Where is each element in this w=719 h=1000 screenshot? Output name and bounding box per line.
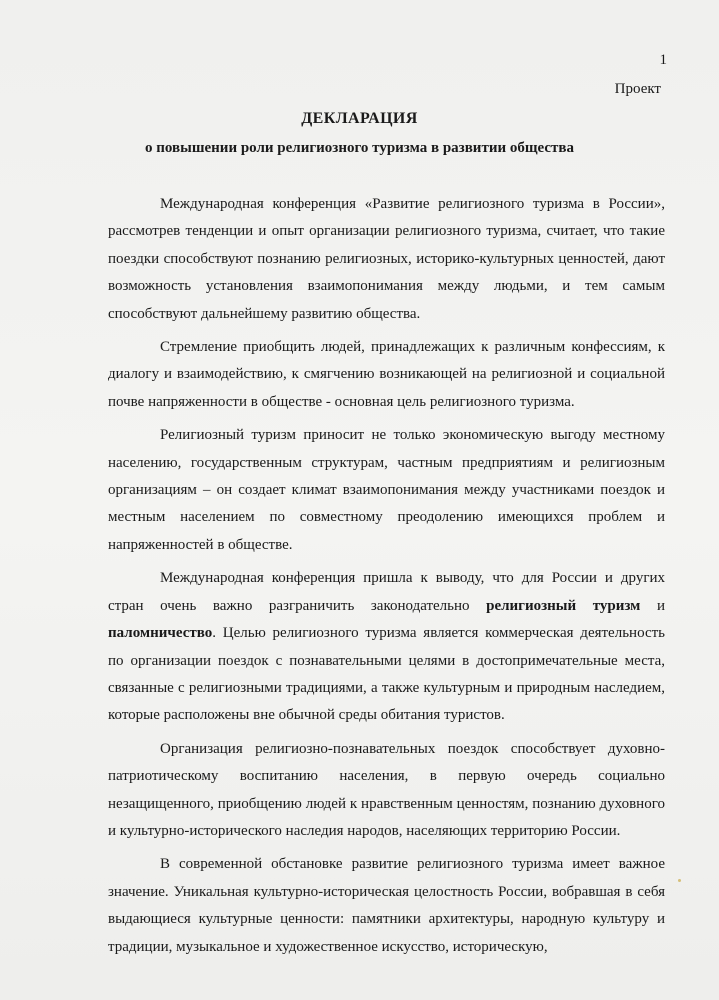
document-body [108,191,665,961]
paper-speck [678,879,681,882]
paragraph-1: Международная конференция «Развитие религиозного туризма в России», рассмотрев тенденции и опыт организации религиозного туризма, считает, что такие поездки способствуют познанию религиозных, историко-культурных ценностей, дают возможность установления взаимопонимания между людьми, и тем самым способствуют дальнейшему развитию общества. [108,196,665,322]
paragraph-6: В современной обстановке развитие религиозного туризма имеет важное значение. Уникальная культурно-историческая целостность России, вобравшая в себя выдающиеся культурные ценности: памятники архитектуры, народную культуру и традиции, музыкальное и художественное искусство, историческую, [108,856,665,955]
bold-term-pilgrimage: паломничество [108,625,213,642]
paragraph-5: Организация религиозно-познавательных поездок способствует духовно-патриотическому воспитанию населения, в первую очередь социально незащищенного, приобщению людей к нравственным ценностям, познанию духовного и культурно-исторического наследия народов, населяющих территорию России. [108,740,665,839]
page-number: 1 [659,52,667,68]
document-title: ДЕКЛАРАЦИЯ [301,110,418,127]
bold-term-religious-tourism: религиозный туризм [486,597,641,614]
draft-label: Проект [614,81,661,97]
paragraph-2: Стремление приобщить людей, принадлежащих к различным конфессиям, к диалогу и взаимодействию, к смягчению возникающей на религиозной и социальной почве напряженности в обществе - основная цель религиозного туризма. [108,339,665,410]
paragraph-3: Религиозный туризм приносит не только экономическую выгоду местному населению, государственным структурам, частным предприятиям и религиозным организациям – он создает климат взаимопонимания между участниками поездок и местным населением по совместному преодолению имеющихся проблем и напряженностей в обществе. [108,427,665,553]
paragraph-4: Международная конференция пришла к выводу, что для России и других стран очень важно разграничить законодательно религиозный туризм и паломничество. Целью религиозного туризма является коммерческая деятельность по организации поездок с познавательными целями в достопримечательные места, связанные с религиозными традициями, а также культурным и природным наследием, которые расположены вне обычной среды обитания туристов. [108,570,665,724]
document-subtitle: о повышении роли религиозного туризма в развитии общества [145,140,574,156]
